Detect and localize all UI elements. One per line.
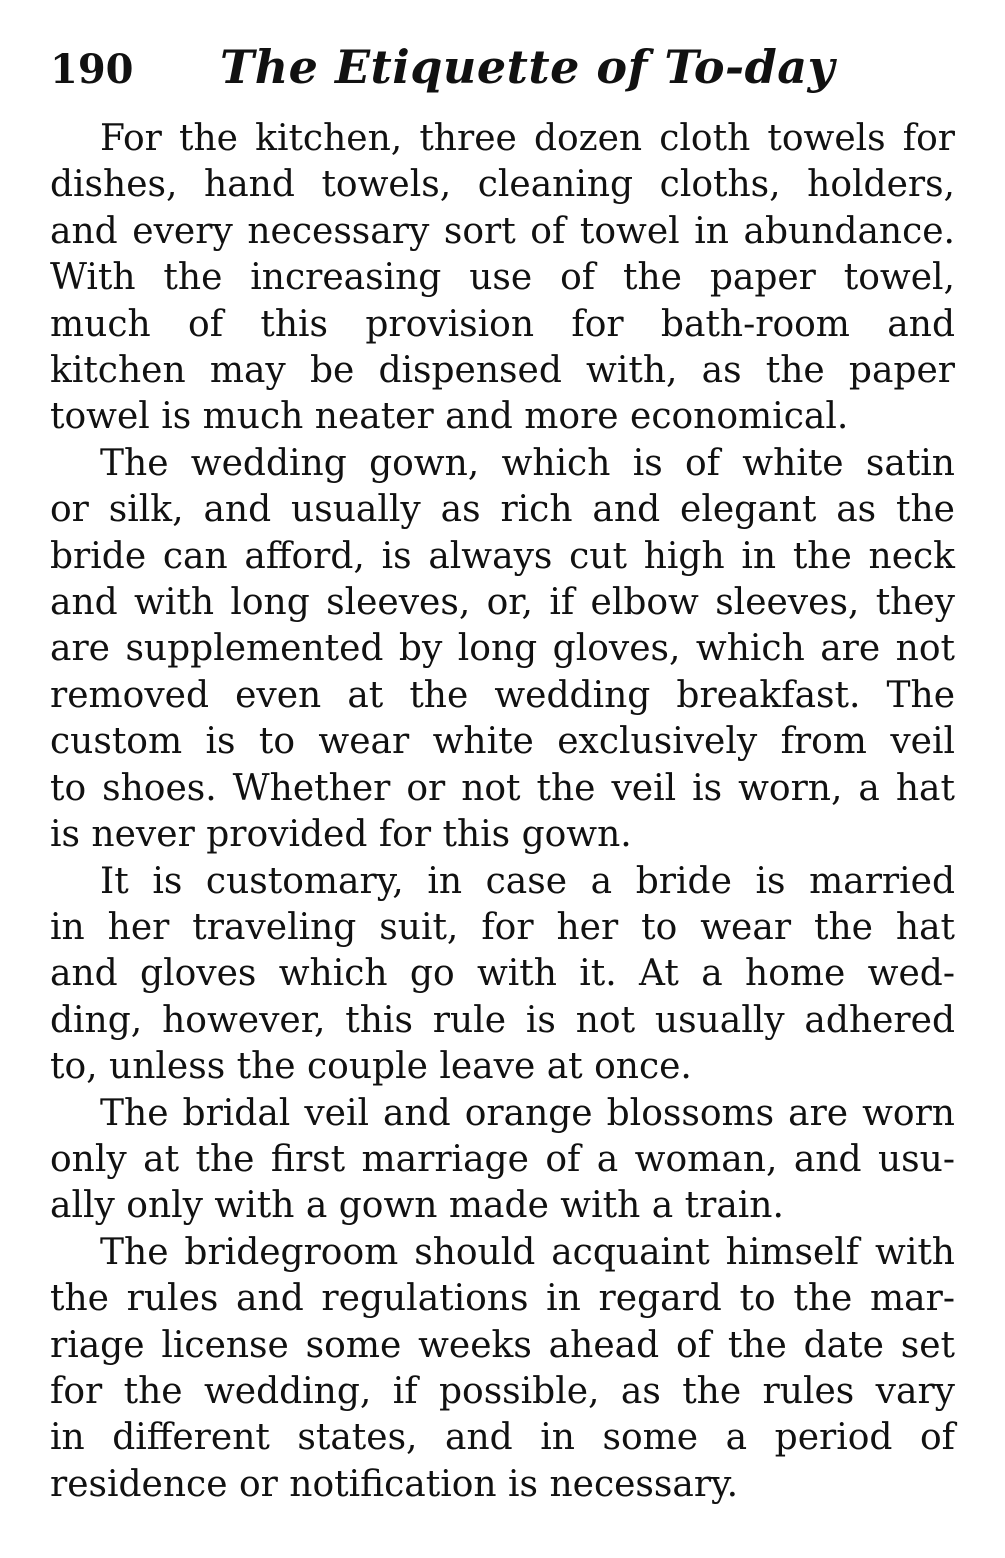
paragraph xyxy=(50,116,955,441)
text-line: removed even at the wedding breakfast. The xyxy=(50,674,955,716)
paragraph xyxy=(50,859,955,1091)
text-line: to shoes. Whether or not the veil is worn, a hat xyxy=(50,767,955,809)
text-line: and every necessary sort of towel in abundance. xyxy=(50,210,955,252)
text-line: in her traveling suit, for her to wear the hat xyxy=(50,906,955,948)
text-line: towel is much neater and more economical. xyxy=(50,396,849,438)
text-line: For the kitchen, three dozen cloth towels for xyxy=(100,118,955,159)
text-line: custom is to wear white exclusively from veil xyxy=(50,721,955,763)
paragraph xyxy=(50,441,955,859)
page-number: 190 xyxy=(50,46,134,93)
text-line: ding, however, this rule is not usually adhered xyxy=(50,999,955,1041)
text-line: are supplemented by long gloves, which are not xyxy=(50,628,955,670)
paragraph xyxy=(50,1230,955,1508)
text-line: It is customary, in case a bride is married xyxy=(100,860,955,902)
text-line: riage license some weeks ahead of the date set xyxy=(50,1324,955,1366)
text-line: is never provided for this gown. xyxy=(50,814,632,856)
body-text xyxy=(50,116,955,1508)
text-line: residence or notification is necessary. xyxy=(50,1463,739,1505)
text-line: ally only with a gown made with a train. xyxy=(50,1185,784,1227)
text-line: The bridegroom should acquaint himself with xyxy=(100,1231,955,1273)
paragraph xyxy=(50,1091,955,1230)
text-line: for the wedding, if possible, as the rules vary xyxy=(50,1370,955,1412)
text-line: kitchen may be dispensed with, as the paper xyxy=(50,350,955,392)
text-line: in different states, and in some a period of xyxy=(50,1417,955,1459)
text-line: and gloves which go with it. At a home wed- xyxy=(50,953,955,995)
text-line: only at the first marriage of a woman, and usu- xyxy=(50,1138,955,1180)
text-line: to, unless the couple leave at once. xyxy=(50,1046,692,1088)
text-line: or silk, and usually as rich and elegant as the xyxy=(50,489,955,531)
text-line: dishes, hand towels, cleaning cloths, holders, xyxy=(50,164,955,206)
page-header xyxy=(50,40,955,112)
text-line: and with long sleeves, or, if elbow sleeves, they xyxy=(50,582,955,624)
text-line: With the increasing use of the paper towel, xyxy=(50,257,955,299)
text-line: bride can afford, is always cut high in the neck xyxy=(50,535,955,577)
text-line: The bridal veil and orange blossoms are worn xyxy=(100,1092,955,1134)
text-line: much of this provision for bath-room and xyxy=(50,303,955,345)
running-title: The Etiquette of To-day xyxy=(220,40,835,94)
text-line: The wedding gown, which is of white satin xyxy=(100,442,955,484)
text-line: the rules and regulations in regard to the mar- xyxy=(50,1278,955,1320)
